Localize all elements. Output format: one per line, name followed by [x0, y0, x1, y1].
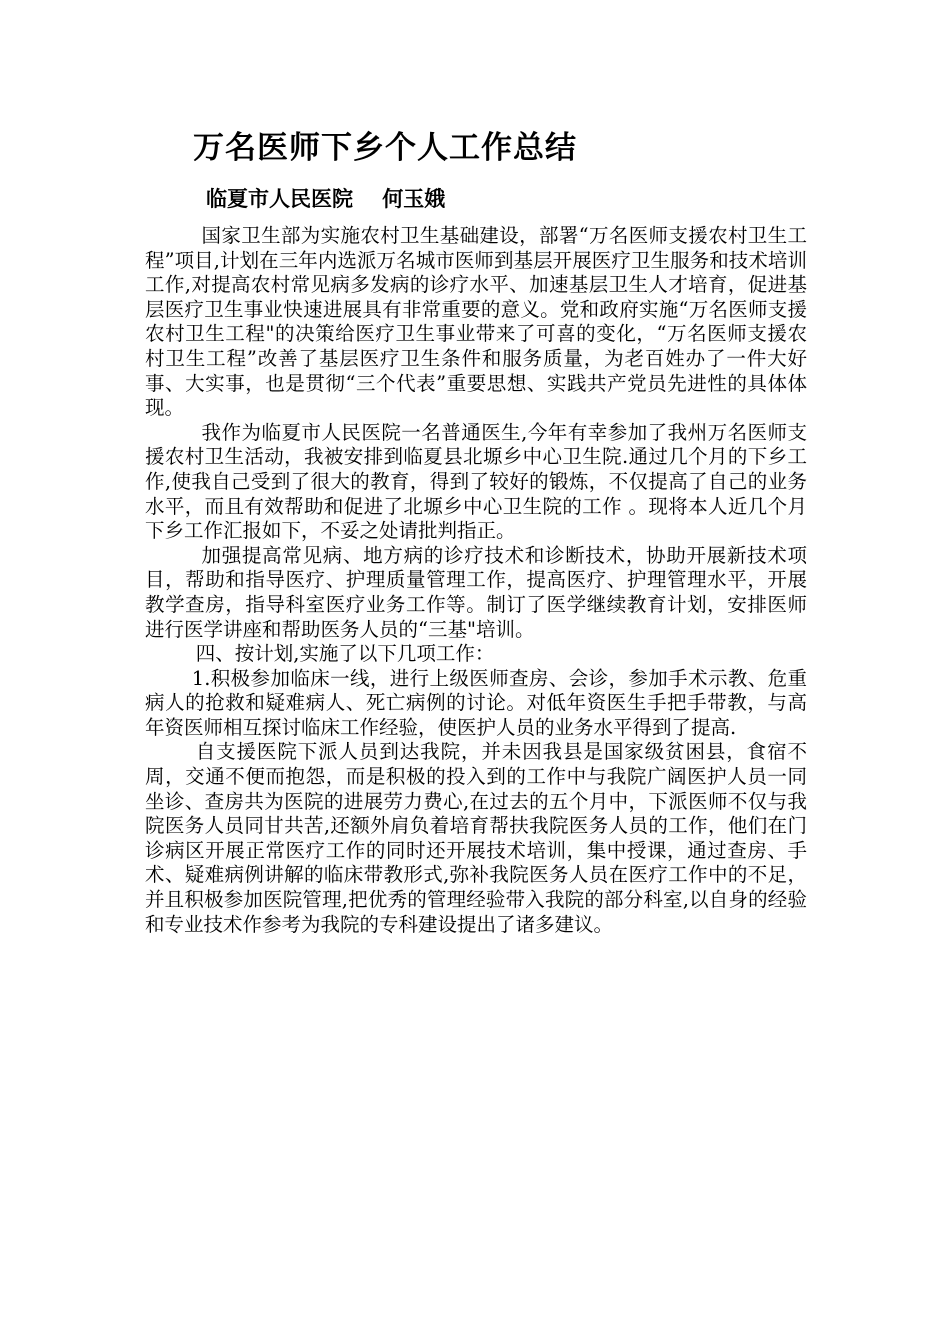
- document-body: [145, 224, 807, 937]
- paragraph-section-heading: 四、按计划,实施了以下几项工作：: [195, 642, 495, 666]
- author-byline: 临夏市人民医院 何玉娥: [206, 187, 446, 211]
- paragraph-technique: 加强提高常见病、地方病的诊疗技术和诊断技术，协助开展新技术项目，帮助和指导医疗、护理质量管理工作，提高医疗、护理管理水平，开展教学查房，指导科室医疗业务工作等。制订了医学继续教育计划，安排医师进行医学讲座和帮助医务人员的“三基"培训。: [145, 543, 807, 641]
- document-title: 万名医师下乡个人工作总结: [193, 130, 577, 166]
- paragraph-item-1: 1.积极参加临床一线，进行上级医师查房、会诊，参加手术示教、危重病人的抢救和疑难病人、死亡病例的讨论。对低年资医生手把手带教，与高年资医师相互探讨临床工作经验，使医护人员的业务水平得到了提高.: [145, 666, 807, 739]
- paragraph-intro: 国家卫生部为实施农村卫生基础建设，部署“万名医师支援农村卫生工程”项目,计划在三年内选派万名城市医师到基层开展医疗卫生服务和技术培训工作,对提高农村常见病多发病的诊疗水平、加速基层卫生人才培育，促进基层医疗卫生事业快速进展具有非常重要的意义。党和政府实施“万名医师支援农村卫生工程"的决策给医疗卫生事业带来了可喜的变化，“万名医师支援农村卫生工程”改善了基层医疗卫生条件和服务质量，为老百姓办了一件大好事、大实事，也是贯彻“三个代表”重要思想、实践共产党员先进性的具体体现。: [145, 224, 807, 420]
- paragraph-personal: 我作为临夏市人民医院一名普通医生,今年有幸参加了我州万名医师支援农村卫生活动，我被安排到临夏县北塬乡中心卫生院.通过几个月的下乡工作,使我自己受到了很大的教育，得到了较好的锻炼，不仅提高了自己的业务水平，而且有效帮助和促进了北塬乡中心卫生院的工作 。现将本人近几个月下乡工作汇报如下，不妥之处请批判指正。: [145, 420, 807, 543]
- paragraph-support: 自支援医院下派人员到达我院，并未因我县是国家级贫困县，食宿不周，交通不便而抱怨，而是积极的投入到的工作中与我院广阔医护人员一同坐诊、查房共为医院的进展劳力费心,在过去的五个月中，下派医师不仅与我院医务人员同甘共苦,还额外肩负着培育帮扶我院医务人员的工作，他们在门诊病区开展正常医疗工作的同时还开展技术培训，集中授课，通过查房、手术、疑难病例讲解的临床带教形式,弥补我院医务人员在医疗工作中的不足，并且积极参加医院管理,把优秀的管理经验带入我院的部分科室,以自身的经验和专业技术作参考为我院的专科建设提出了诸多建议。: [145, 740, 807, 936]
